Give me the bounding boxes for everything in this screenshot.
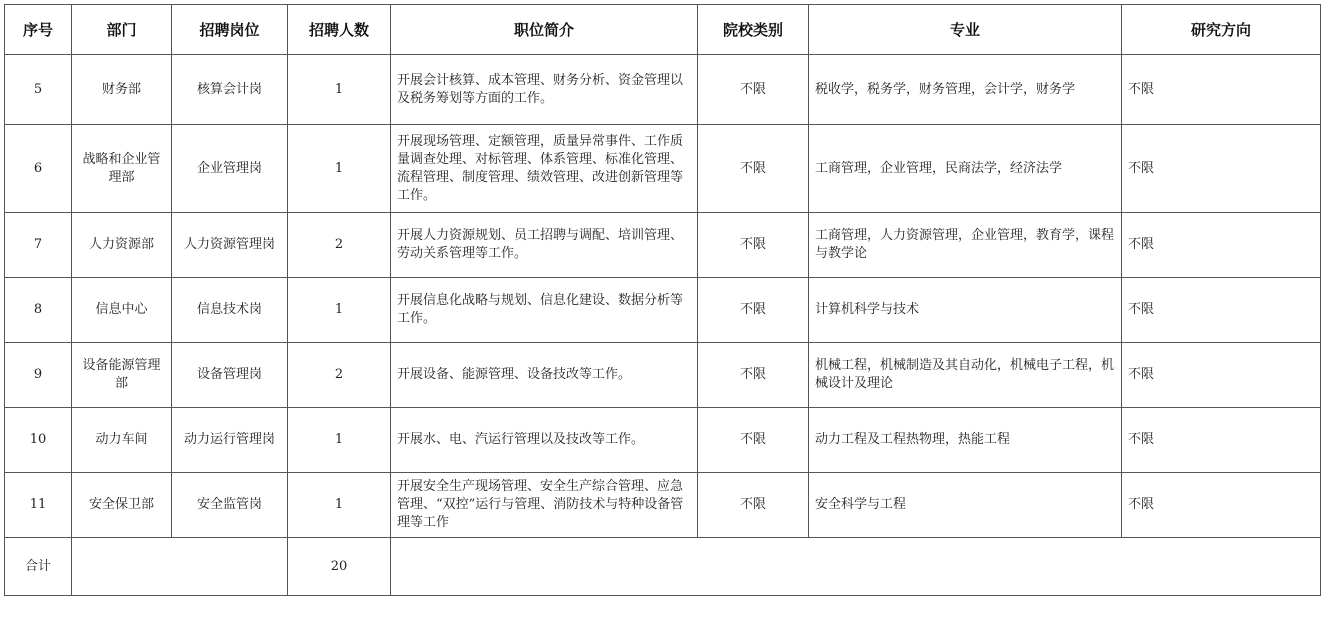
table-row — [5, 343, 1321, 408]
total-remainder-cell — [391, 538, 1321, 596]
total-count: 20 — [288, 538, 391, 596]
cell-dept: 信息中心 — [72, 278, 172, 343]
header-row — [5, 5, 1321, 55]
header-school: 院校类别 — [698, 5, 809, 55]
cell-dept: 财务部 — [72, 55, 172, 125]
header-research: 研究方向 — [1122, 5, 1321, 55]
cell-major: 机械工程，机械制造及其自动化，机械电子工程，机械设计及理论 — [809, 343, 1122, 408]
header-major: 专业 — [809, 5, 1122, 55]
cell-seq: 10 — [5, 408, 72, 473]
cell-dept: 战略和企业管理部 — [72, 125, 172, 213]
cell-desc: 开展人力资源规划、员工招聘与调配、培训管理、劳动关系管理等工作。 — [391, 213, 698, 278]
header-seq: 序号 — [5, 5, 72, 55]
cell-major: 税收学，税务学，财务管理，会计学，财务学 — [809, 55, 1122, 125]
cell-dept: 安全保卫部 — [72, 473, 172, 538]
cell-seq: 9 — [5, 343, 72, 408]
cell-position: 安全监管岗 — [172, 473, 288, 538]
cell-major: 安全科学与工程 — [809, 473, 1122, 538]
header-position: 招聘岗位 — [172, 5, 288, 55]
cell-count: 1 — [288, 55, 391, 125]
table-row — [5, 473, 1321, 538]
cell-major: 动力工程及工程热物理，热能工程 — [809, 408, 1122, 473]
table-row — [5, 408, 1321, 473]
cell-position: 企业管理岗 — [172, 125, 288, 213]
cell-research: 不限 — [1122, 278, 1321, 343]
cell-major: 工商管理，企业管理，民商法学，经济法学 — [809, 125, 1122, 213]
total-row — [5, 538, 1321, 596]
cell-count: 1 — [288, 473, 391, 538]
cell-major: 工商管理，人力资源管理，企业管理，教育学，课程与教学论 — [809, 213, 1122, 278]
cell-seq: 5 — [5, 55, 72, 125]
cell-count: 1 — [288, 125, 391, 213]
total-empty-cell — [72, 538, 288, 596]
cell-school: 不限 — [698, 213, 809, 278]
header-dept: 部门 — [72, 5, 172, 55]
cell-position: 设备管理岗 — [172, 343, 288, 408]
cell-major: 计算机科学与技术 — [809, 278, 1122, 343]
header-desc: 职位简介 — [391, 5, 698, 55]
cell-school: 不限 — [698, 473, 809, 538]
cell-research: 不限 — [1122, 343, 1321, 408]
cell-dept: 人力资源部 — [72, 213, 172, 278]
cell-research: 不限 — [1122, 125, 1321, 213]
cell-school: 不限 — [698, 408, 809, 473]
total-label: 合计 — [5, 538, 72, 596]
cell-dept: 设备能源管理部 — [72, 343, 172, 408]
recruitment-table — [4, 4, 1321, 596]
cell-dept: 动力车间 — [72, 408, 172, 473]
header-count: 招聘人数 — [288, 5, 391, 55]
cell-position: 动力运行管理岗 — [172, 408, 288, 473]
cell-count: 1 — [288, 278, 391, 343]
cell-desc: 开展会计核算、成本管理、财务分析、资金管理以及税务筹划等方面的工作。 — [391, 55, 698, 125]
table-row — [5, 125, 1321, 213]
table-row — [5, 213, 1321, 278]
cell-position: 人力资源管理岗 — [172, 213, 288, 278]
cell-seq: 6 — [5, 125, 72, 213]
cell-seq: 8 — [5, 278, 72, 343]
cell-school: 不限 — [698, 278, 809, 343]
cell-desc: 开展安全生产现场管理、安全生产综合管理、应急管理、“双控”运行与管理、消防技术与特种设备管理等工作 — [391, 473, 698, 538]
table-row — [5, 55, 1321, 125]
cell-seq: 11 — [5, 473, 72, 538]
cell-count: 2 — [288, 343, 391, 408]
cell-research: 不限 — [1122, 473, 1321, 538]
cell-desc: 开展信息化战略与规划、信息化建设、数据分析等工作。 — [391, 278, 698, 343]
cell-research: 不限 — [1122, 55, 1321, 125]
cell-desc: 开展水、电、汽运行管理以及技改等工作。 — [391, 408, 698, 473]
table-row — [5, 278, 1321, 343]
cell-seq: 7 — [5, 213, 72, 278]
cell-count: 2 — [288, 213, 391, 278]
cell-research: 不限 — [1122, 213, 1321, 278]
cell-position: 信息技术岗 — [172, 278, 288, 343]
cell-desc: 开展现场管理、定额管理，质量异常事件、工作质量调查处理、对标管理、体系管理、标准化管理、流程管理、制度管理、绩效管理、改进创新管理等工作。 — [391, 125, 698, 213]
cell-position: 核算会计岗 — [172, 55, 288, 125]
cell-count: 1 — [288, 408, 391, 473]
cell-school: 不限 — [698, 55, 809, 125]
cell-school: 不限 — [698, 125, 809, 213]
cell-desc: 开展设备、能源管理、设备技改等工作。 — [391, 343, 698, 408]
cell-school: 不限 — [698, 343, 809, 408]
cell-research: 不限 — [1122, 408, 1321, 473]
recruitment-table-container — [4, 4, 1321, 596]
